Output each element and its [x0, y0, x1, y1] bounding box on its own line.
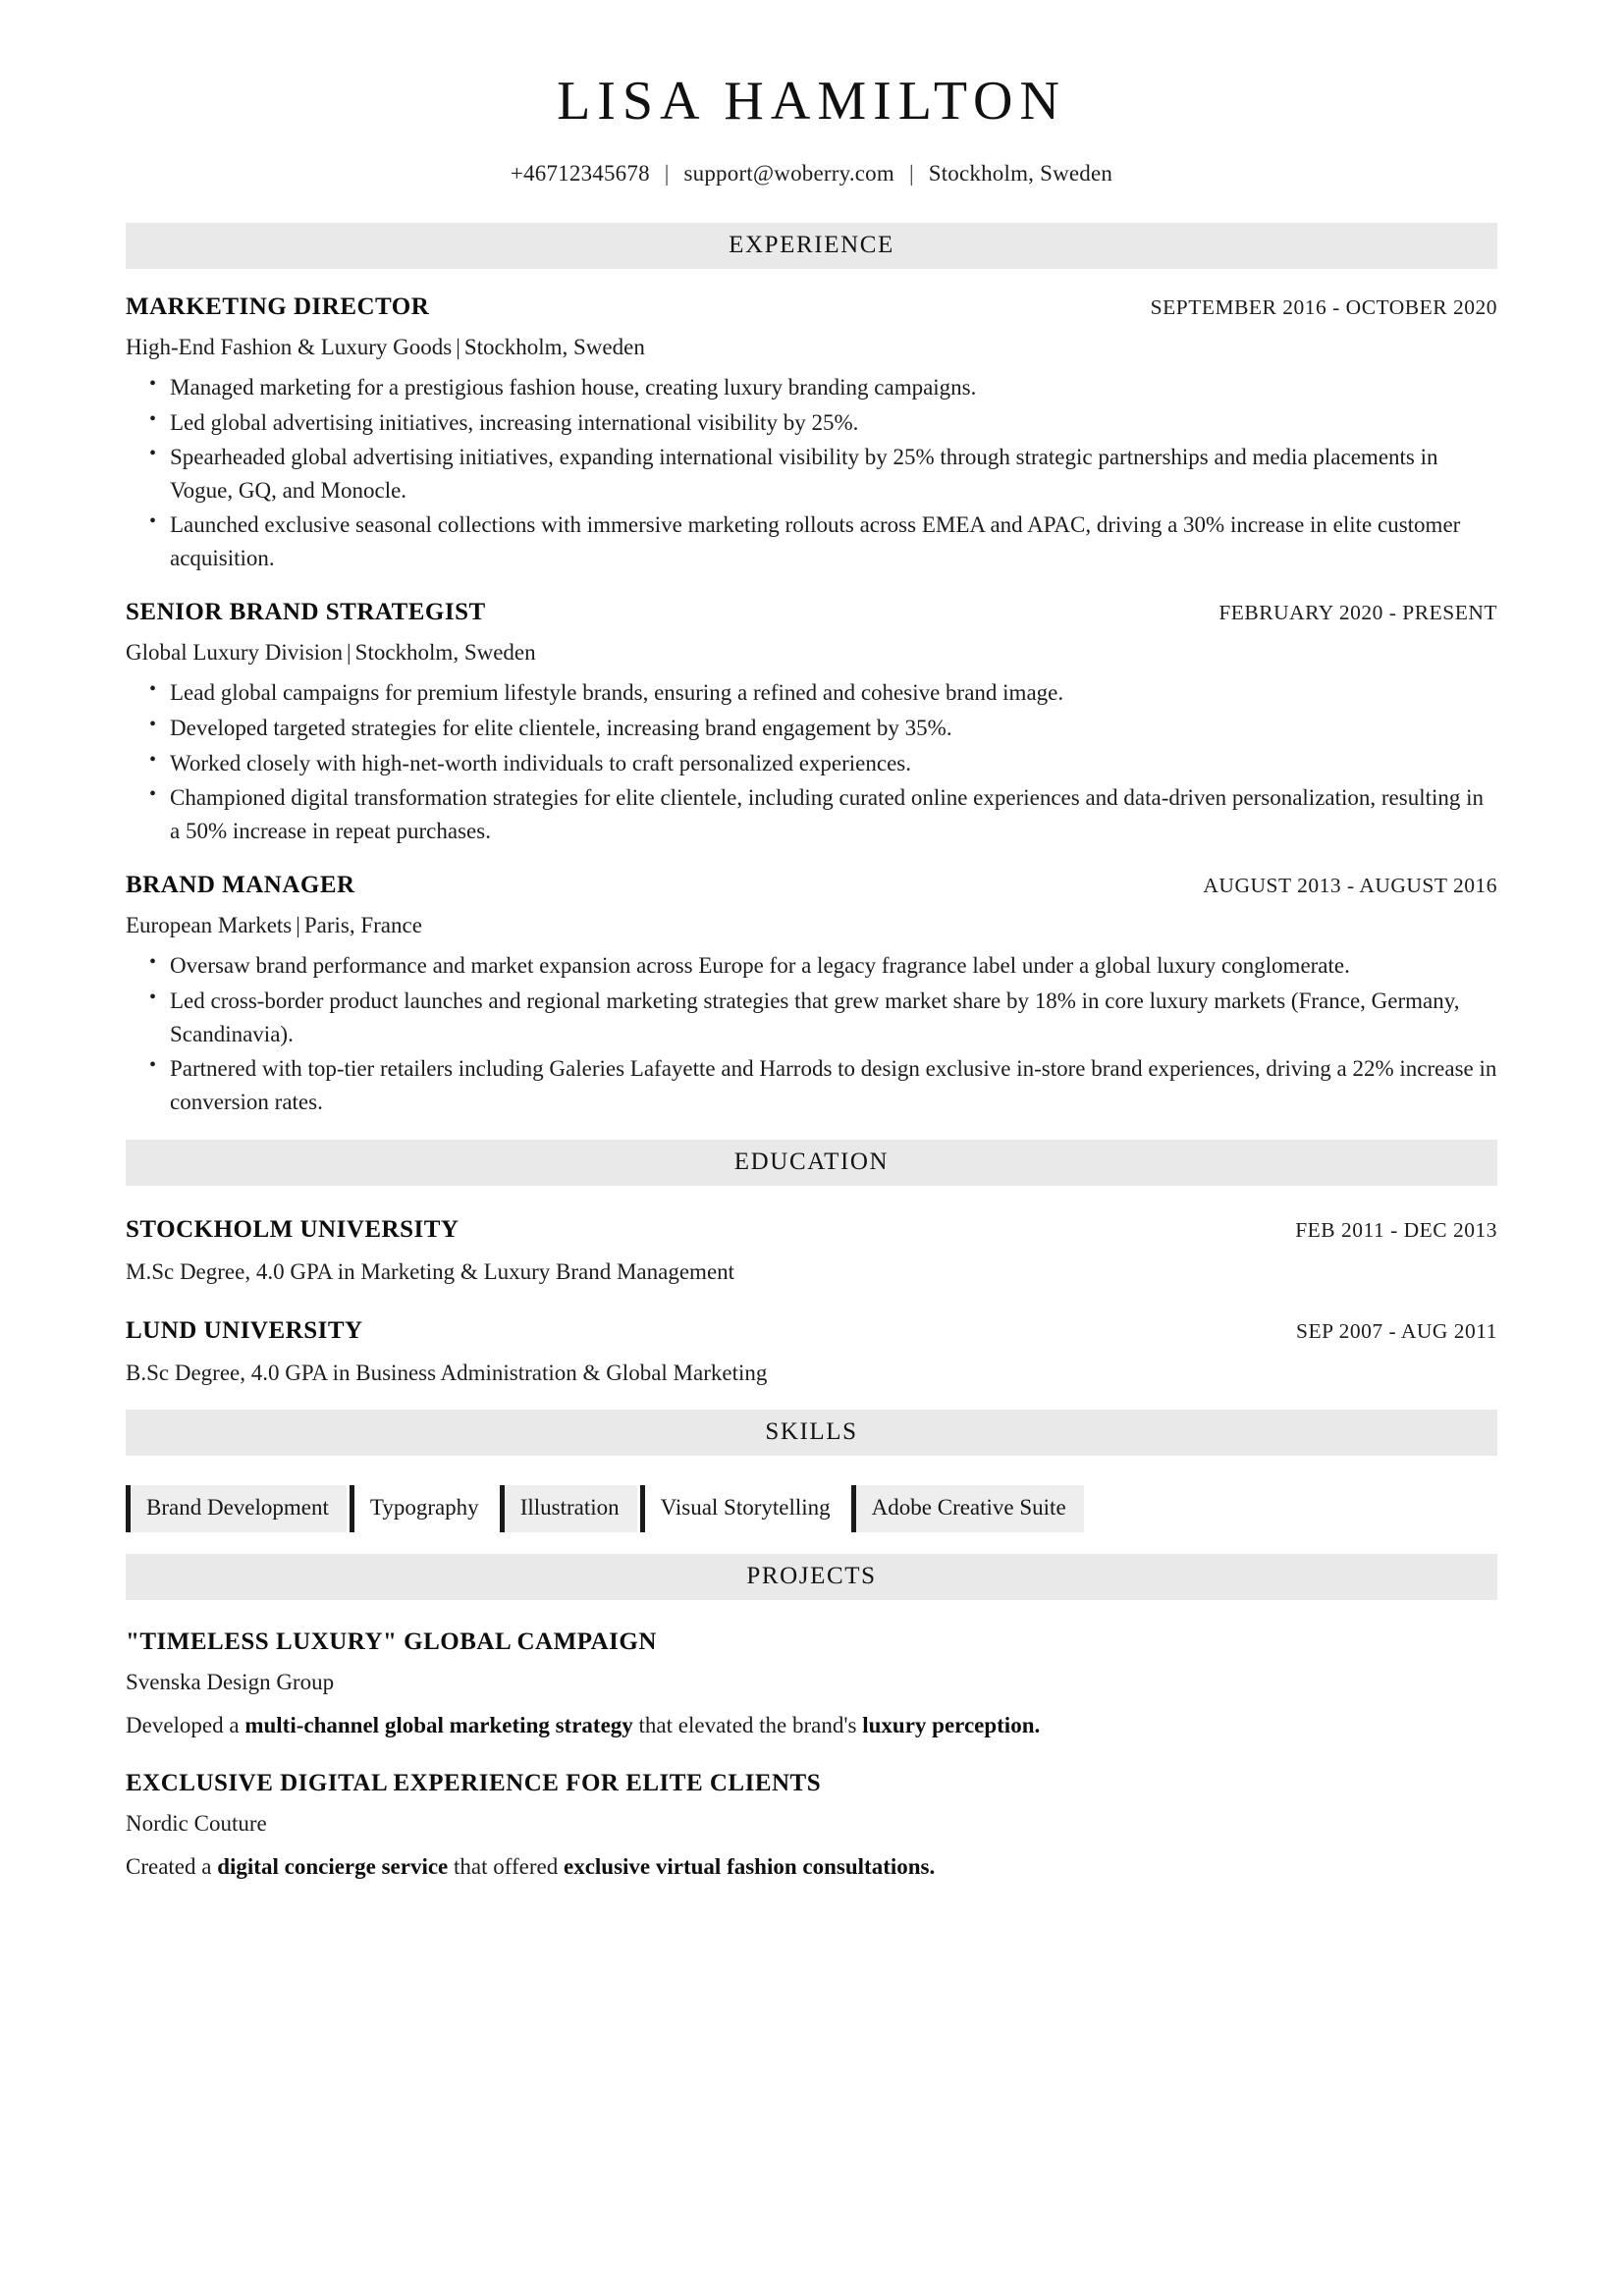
job-company: High-End Fashion & Luxury Goods: [126, 334, 453, 359]
skills-list: [126, 1485, 1497, 1532]
project-title: "TIMELESS LUXURY" GLOBAL CAMPAIGN: [126, 1628, 657, 1655]
job-date-range: AUGUST 2013 - AUGUST 2016: [1203, 874, 1497, 898]
school-date-range: FEB 2011 - DEC 2013: [1295, 1218, 1497, 1243]
contact-phone: +46712345678: [510, 160, 650, 186]
plain-text: Created a: [126, 1853, 218, 1879]
job-bullet: • Led cross-border product launches and regional marketing strategies that grew market share by 18% in core luxury markets (France, Germany, Scandinavia).: [149, 985, 1497, 1050]
education-entry-headline: [126, 1215, 1497, 1245]
education-section: [126, 1215, 1497, 1388]
emphasis-text: luxury perception.: [862, 1712, 1041, 1737]
school-name: LUND UNIVERSITY: [126, 1317, 363, 1345]
resume-header: [126, 71, 1497, 189]
project-description: [126, 1851, 1497, 1883]
job-bullet: • Oversaw brand performance and market expansion across Europe for a legacy fragrance label under a global luxury conglomerate.: [149, 949, 1497, 983]
skill-chip: Typography: [350, 1485, 497, 1532]
plain-text: Developed a: [126, 1712, 245, 1737]
project-title: EXCLUSIVE DIGITAL EXPERIENCE FOR ELITE CLIENTS: [126, 1770, 822, 1797]
degree-detail: M.Sc Degree, 4.0 GPA in Marketing & Luxury Brand Management: [126, 1259, 735, 1285]
section-header-experience: EXPERIENCE: [126, 223, 1497, 269]
education-entry: [126, 1316, 1497, 1388]
skill-chip: Illustration: [500, 1485, 637, 1532]
job-bullet-list: [126, 371, 1497, 574]
contact-location: Stockholm, Sweden: [928, 160, 1113, 186]
job-pipe: |: [456, 334, 460, 359]
job-bullet: • Launched exclusive seasonal collections with immersive marketing rollouts across EMEA and APAC, driving a 30% increase in elite customer acquisition.: [149, 508, 1497, 574]
experience-section: [126, 293, 1497, 1118]
job-company-location: [126, 637, 1497, 667]
job-bullet: • Lead global campaigns for premium lifestyle brands, ensuring a refined and cohesive brand image.: [149, 676, 1497, 710]
project-entry: [126, 1628, 1497, 1741]
experience-entry: [126, 293, 1497, 575]
job-date-range: SEPTEMBER 2016 - OCTOBER 2020: [1150, 294, 1497, 319]
experience-entry-headline: [126, 871, 1497, 900]
contact-separator-1: |: [664, 160, 670, 186]
project-entry: [126, 1769, 1497, 1883]
job-location: Paris, France: [303, 913, 422, 938]
job-bullet: • Partnered with top-tier retailers including Galeries Lafayette and Harrods to design exclusive in-store brand experiences, driving a 22% increase in conversion rates.: [149, 1052, 1497, 1118]
skill-chip: Visual Storytelling: [640, 1485, 848, 1532]
job-bullet-list: [126, 949, 1497, 1118]
school-name: STOCKHOLM UNIVERSITY: [126, 1216, 460, 1244]
experience-entry-headline: [126, 598, 1497, 627]
job-title: BRAND MANAGER: [126, 872, 355, 899]
contact-email: support@woberry.com: [683, 160, 894, 186]
experience-entry: [126, 598, 1497, 847]
job-bullet: • Developed targeted strategies for elite clientele, increasing brand engagement by 35%.: [149, 712, 1497, 745]
skill-chip: Adobe Creative Suite: [851, 1485, 1084, 1532]
contact-separator-2: |: [908, 160, 914, 186]
job-company-location: [126, 910, 1497, 940]
school-date-range: SEP 2007 - AUG 2011: [1295, 1319, 1497, 1344]
job-title: MARKETING DIRECTOR: [126, 293, 430, 320]
job-location: Stockholm, Sweden: [354, 640, 536, 666]
experience-entry-headline: [126, 293, 1497, 322]
job-pipe: |: [296, 913, 300, 938]
job-bullet: • Spearheaded global advertising initiatives, expanding international visibility by 25% through strategic partnerships and media placements in Vogue, GQ, and Monocle.: [149, 441, 1497, 507]
emphasis-text: digital concierge service: [217, 1853, 449, 1879]
degree-detail: B.Sc Degree, 4.0 GPA in Business Administration & Global Marketing: [126, 1361, 768, 1386]
job-company: Global Luxury Division: [126, 640, 344, 666]
job-bullet: • Worked closely with high-net-worth individuals to craft personalized experiences.: [149, 747, 1497, 780]
education-entry: [126, 1215, 1497, 1287]
project-organization: Nordic Couture: [126, 1811, 267, 1837]
experience-entry: [126, 871, 1497, 1118]
emphasis-text: exclusive virtual fashion consultations.: [563, 1853, 936, 1879]
section-header-projects: PROJECTS: [126, 1554, 1497, 1600]
education-entry-headline: [126, 1316, 1497, 1346]
job-date-range: FEBRUARY 2020 - PRESENT: [1218, 601, 1497, 625]
job-company-location: [126, 332, 1497, 362]
job-bullet: • Championed digital transformation strategies for elite clientele, including curated online experiences and data-driven personalization, resulting in a 50% increase in repeat purchases.: [149, 781, 1497, 847]
project-organization: Svenska Design Group: [126, 1669, 335, 1694]
projects-section: [126, 1628, 1497, 1883]
skill-chip: Brand Development: [126, 1485, 347, 1532]
section-header-skills: SKILLS: [126, 1410, 1497, 1456]
job-location: Stockholm, Sweden: [463, 334, 645, 359]
plain-text: that elevated the brand's: [632, 1712, 863, 1737]
job-pipe: |: [347, 640, 352, 666]
project-description: [126, 1710, 1497, 1741]
job-title: SENIOR BRAND STRATEGIST: [126, 599, 486, 626]
section-header-education: EDUCATION: [126, 1140, 1497, 1186]
skills-section: [126, 1485, 1497, 1532]
emphasis-text: multi-channel global marketing strategy: [244, 1712, 633, 1737]
job-bullet: • Managed marketing for a prestigious fashion house, creating luxury branding campaigns.: [149, 371, 1497, 404]
job-bullet: • Led global advertising initiatives, increasing international visibility by 25%.: [149, 406, 1497, 440]
contact-line: [126, 158, 1497, 189]
job-company: European Markets: [126, 913, 293, 938]
plain-text: that offered: [448, 1853, 564, 1879]
job-bullet-list: [126, 676, 1497, 847]
candidate-name: LISA HAMILTON: [557, 71, 1066, 132]
